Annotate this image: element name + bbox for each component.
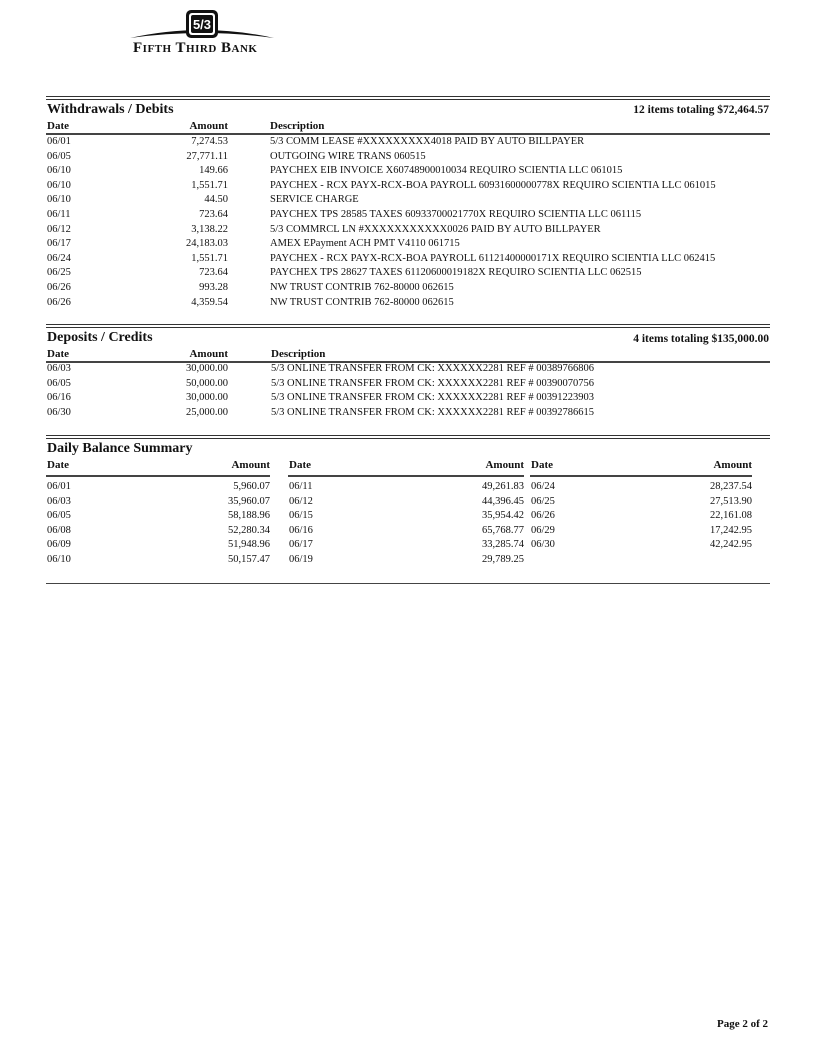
daily-balance-title: Daily Balance Summary — [47, 441, 193, 456]
transaction-row — [0, 164, 816, 178]
withdrawals-title: Withdrawals / Debits — [47, 102, 174, 117]
row-date: 06/03 — [47, 363, 71, 374]
transaction-row — [0, 150, 816, 164]
row-description: SERVICE CHARGE — [270, 194, 359, 206]
balance-date: 06/08 — [47, 524, 71, 536]
balance-amount: 17,242.95 — [710, 524, 752, 536]
row-amount: 30,000.00 — [186, 392, 228, 404]
balance-amount: 52,280.34 — [228, 524, 270, 536]
header-rule — [530, 475, 752, 477]
row-date: 06/12 — [47, 223, 71, 235]
transaction-row — [0, 252, 816, 266]
section-end-rule — [46, 583, 770, 584]
row-amount: 30,000.00 — [186, 363, 228, 374]
balance-date: 06/05 — [47, 510, 71, 522]
header-amount: Amount — [713, 459, 752, 471]
row-date: 06/01 — [47, 136, 71, 147]
row-amount: 1,551.71 — [191, 252, 228, 264]
transaction-row — [0, 296, 816, 310]
header-date: Date — [47, 120, 69, 132]
balance-amount: 28,237.54 — [710, 481, 752, 492]
balance-date: 06/26 — [531, 510, 555, 522]
row-description: 5/3 COMMRCL LN #XXXXXXXXXXX0026 PAID BY AUTO BILLPAYER — [270, 223, 601, 235]
row-amount: 149.66 — [199, 165, 228, 177]
transaction-row — [0, 179, 816, 193]
transaction-row — [0, 208, 816, 222]
row-date: 06/26 — [47, 296, 71, 308]
row-description: PAYCHEX EIB INVOICE X60748900010034 REQUIRO SCIENTIA LLC 061015 — [270, 165, 623, 177]
logo-swoosh-icon — [128, 8, 276, 40]
header-description: Description — [271, 348, 326, 360]
balance-amount: 51,948.96 — [228, 539, 270, 551]
balance-date: 06/24 — [531, 481, 555, 492]
balance-date: 06/30 — [531, 539, 555, 551]
section-divider — [46, 96, 770, 100]
header-description: Description — [270, 120, 325, 132]
row-amount: 50,000.00 — [186, 377, 228, 389]
row-description: 5/3 COMM LEASE #XXXXXXXXX4018 PAID BY AUTO BILLPAYER — [270, 136, 585, 147]
row-description: NW TRUST CONTRIB 762-80000 062615 — [270, 296, 454, 308]
row-description: PAYCHEX TPS 28627 TAXES 61120600019182X REQUIRO SCIENTIA LLC 062515 — [270, 267, 642, 279]
row-date: 06/25 — [47, 267, 71, 279]
row-date: 06/05 — [47, 150, 71, 162]
balance-amount: 65,768.77 — [482, 524, 524, 536]
balance-date: 06/11 — [289, 481, 313, 492]
balance-date: 06/09 — [47, 539, 71, 551]
row-description: PAYCHEX - RCX PAYX-RCX-BOA PAYROLL 61121400000171X REQUIRO SCIENTIA LLC 062415 — [270, 252, 716, 264]
row-date: 06/11 — [47, 209, 71, 220]
row-date: 06/26 — [47, 282, 71, 293]
section-divider — [46, 324, 770, 328]
page-number: Page 2 of 2 — [716, 1018, 768, 1030]
row-amount: 7,274.53 — [191, 136, 228, 147]
header-amount: Amount — [189, 348, 228, 360]
balance-date: 06/16 — [289, 524, 313, 536]
header-amount: Amount — [189, 120, 228, 132]
transaction-row — [0, 266, 816, 280]
transaction-row — [0, 391, 816, 405]
row-amount: 25,000.00 — [186, 406, 228, 418]
balance-date: 06/19 — [289, 554, 313, 565]
balance-amount: 29,789.25 — [482, 554, 524, 565]
row-description: PAYCHEX - RCX PAYX-RCX-BOA PAYROLL 60931600000778X REQUIRO SCIENTIA LLC 061015 — [270, 179, 716, 191]
balance-amount: 58,188.96 — [228, 510, 270, 522]
row-date: 06/16 — [47, 392, 71, 404]
balance-amount: 35,960.07 — [228, 495, 270, 507]
row-description: PAYCHEX TPS 28585 TAXES 60933700021770X REQUIRO SCIENTIA LLC 061115 — [270, 209, 642, 220]
balance-amount: 44,396.45 — [482, 495, 524, 507]
row-date: 06/10 — [47, 179, 71, 191]
header-date: Date — [47, 459, 69, 471]
row-amount: 3,138.22 — [191, 223, 228, 235]
balance-amount: 49,261.83 — [482, 481, 524, 492]
row-date: 06/10 — [47, 165, 71, 177]
withdrawals-total: 12 items totaling $72,464.57 — [633, 104, 769, 116]
deposits-title: Deposits / Credits — [47, 330, 153, 345]
balance-date: 06/10 — [47, 554, 71, 565]
balance-amount: 42,242.95 — [710, 539, 752, 551]
balance-amount: 35,954.42 — [482, 510, 524, 522]
balance-date: 06/25 — [531, 495, 555, 507]
row-date: 06/30 — [47, 406, 71, 418]
row-date: 06/05 — [47, 377, 71, 389]
balance-amount: 33,285.74 — [482, 539, 524, 551]
balance-date: 06/12 — [289, 495, 313, 507]
row-description: NW TRUST CONTRIB 762-80000 062615 — [270, 282, 454, 293]
row-amount: 723.64 — [199, 209, 228, 220]
row-amount: 993.28 — [199, 282, 228, 293]
balance-amount: 22,161.08 — [710, 510, 752, 522]
header-rule — [288, 475, 524, 477]
row-date: 06/24 — [47, 252, 71, 264]
header-amount: Amount — [485, 459, 524, 471]
row-date: 06/17 — [47, 238, 71, 250]
balance-amount: 50,157.47 — [228, 554, 270, 565]
transaction-row — [0, 377, 816, 391]
section-divider — [46, 435, 770, 439]
transaction-row — [0, 237, 816, 251]
balance-date: 06/17 — [289, 539, 313, 551]
balance-amount: 5,960.07 — [233, 481, 270, 492]
balance-date: 06/29 — [531, 524, 555, 536]
row-description: AMEX EPayment ACH PMT V4110 061715 — [270, 238, 460, 250]
balance-date: 06/15 — [289, 510, 313, 522]
row-description: 5/3 ONLINE TRANSFER FROM CK: XXXXXX2281 REF # 00392786615 — [271, 406, 594, 418]
transaction-row — [0, 135, 816, 149]
transaction-row — [0, 223, 816, 237]
row-description: 5/3 ONLINE TRANSFER FROM CK: XXXXXX2281 REF # 00391223903 — [271, 392, 594, 404]
row-amount: 1,551.71 — [191, 179, 228, 191]
svg-text:5/3: 5/3 — [192, 17, 212, 32]
row-amount: 44.50 — [204, 194, 228, 206]
balance-amount: 27,513.90 — [710, 495, 752, 507]
row-description: 5/3 ONLINE TRANSFER FROM CK: XXXXXX2281 REF # 00390070756 — [271, 377, 594, 389]
balance-date: 06/01 — [47, 481, 71, 492]
balance-date: 06/03 — [47, 495, 71, 507]
header-date: Date — [289, 459, 311, 471]
row-description: 5/3 ONLINE TRANSFER FROM CK: XXXXXX2281 REF # 00389766806 — [271, 363, 594, 374]
row-amount: 4,359.54 — [191, 296, 228, 308]
row-amount: 24,183.03 — [186, 238, 228, 250]
row-amount: 27,771.11 — [186, 150, 228, 162]
header-date: Date — [531, 459, 553, 471]
header-amount: Amount — [231, 459, 270, 471]
row-amount: 723.64 — [199, 267, 228, 279]
transaction-row — [0, 406, 816, 420]
header-rule — [46, 475, 270, 477]
row-description: OUTGOING WIRE TRANS 060515 — [270, 150, 426, 162]
deposits-total: 4 items totaling $135,000.00 — [633, 333, 769, 345]
row-date: 06/10 — [47, 194, 71, 206]
transaction-row — [0, 362, 816, 376]
header-date: Date — [47, 348, 69, 360]
transaction-row — [0, 281, 816, 295]
transaction-row — [0, 193, 816, 207]
bank-name: Fifth Third Bank — [133, 40, 258, 56]
